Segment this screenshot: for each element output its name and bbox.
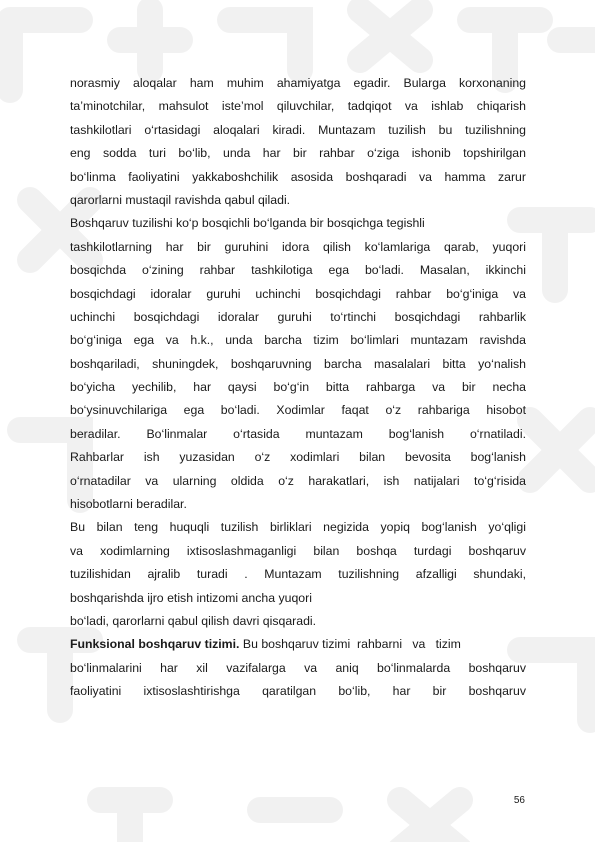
text-line: bo‘g‘iniga ega va h.k., unda barcha tizim bo‘limlari muntazam ravishda — [70, 333, 526, 348]
section-heading: Funksional boshqaruv tizimi. — [70, 637, 240, 652]
text-line: bo‘linma faoliyatini yakkaboshchilik asosida boshqaradi va hamma zarur — [70, 169, 526, 184]
text-line: hisobotlarni beradilar. — [70, 497, 187, 512]
body-text — [70, 72, 526, 704]
text-line: o‘rnatadilar va ularning oldida o‘z harakatlari, ish natijalari to‘g‘risida — [70, 473, 526, 488]
text-line: eng sodda turi bo‘lib, unda har bir rahbar o‘ziga ishonib topshirilgan — [70, 146, 526, 161]
text-line: qarorlarni mustaqil ravishda qabul qiladi. — [70, 192, 291, 207]
text-line: bo‘ladi, qarorlarni qabul qilish davri qisqaradi. — [70, 613, 317, 628]
text-line: tashkilotlarning har bir guruhini idora qilish ko‘lamlariga qarab, yuqori — [70, 239, 526, 254]
text-line: bo‘linmalarini har xil vazifalarga va aniq bo‘linmalarda boshqaruv — [70, 660, 526, 675]
text-line: faoliyatini ixtisoslashtirishga qaratilgan bo‘lib, har bir boshqaruv — [70, 684, 526, 699]
text-line: bosqichdagi idoralar guruhi uchinchi bosqichdagi rahbar bo‘g‘iniga va — [70, 286, 526, 301]
text-line: bo‘ysinuvchilariga ega bo‘ladi. Xodimlar faqat o‘z rahbariga hisobot — [70, 403, 526, 418]
text-line: bo‘yicha yechilib, har qaysi bo‘g‘in bitta rahbarga va bir necha — [70, 380, 526, 395]
text-line: Boshqaruv tuzilishi ko‘p bosqichli bo‘lganda bir bosqichga tegishli — [70, 216, 425, 231]
text-line: uchinchi bosqichdagi idoralar guruhi to‘rtinchi bosqichdagi rahbarlik — [70, 309, 526, 324]
text-line: Rahbarlar ish yuzasidan o‘z xodimlari bilan bevosita bog‘lanish — [70, 450, 526, 465]
text-line — [70, 633, 526, 656]
text-line: ta’minotchilar, mahsulot iste’mol qiluvchilar, tadqiqot va ishlab chiqarish — [70, 99, 526, 114]
text-line: tashkilotlari o‘rtasidagi aloqalari kiradi. Muntazam tuzilish bu tuzilishning — [70, 122, 526, 137]
text-line: Bu bilan teng huquqli tuzilish birliklari negizida yopiq bog‘lanish yo‘qligi — [70, 520, 526, 535]
text-line: boshqariladi, shuningdek, boshqaruvning barcha masalalari bitta yo‘nalish — [70, 356, 526, 371]
text-line: tuzilishidan ajralib turadi . Muntazam tuzilishning afzalligi shundaki, — [70, 567, 526, 582]
text-line: bosqichda o‘zining rahbar tashkilotiga ega bo‘ladi. Masalan, ikkinchi — [70, 263, 526, 278]
text-line: norasmiy aloqalar ham muhim ahamiyatga egadir. Bularga korxonaning — [70, 76, 526, 90]
text-line: va xodimlarning ixtisoslashmaganligi bilan boshqa turdagi boshqaruv — [70, 543, 526, 558]
text-line: boshqarishda ijro etish intizomi ancha yuqori — [70, 590, 312, 605]
heading-continuation: Bu boshqaruv tizimi rahbarni va tizim — [239, 637, 461, 652]
page-number: 56 — [513, 795, 525, 806]
text-line: beradilar. Bo‘linmalar o‘rtasida muntazam bog‘lanish o‘rnatiladi. — [70, 426, 526, 441]
